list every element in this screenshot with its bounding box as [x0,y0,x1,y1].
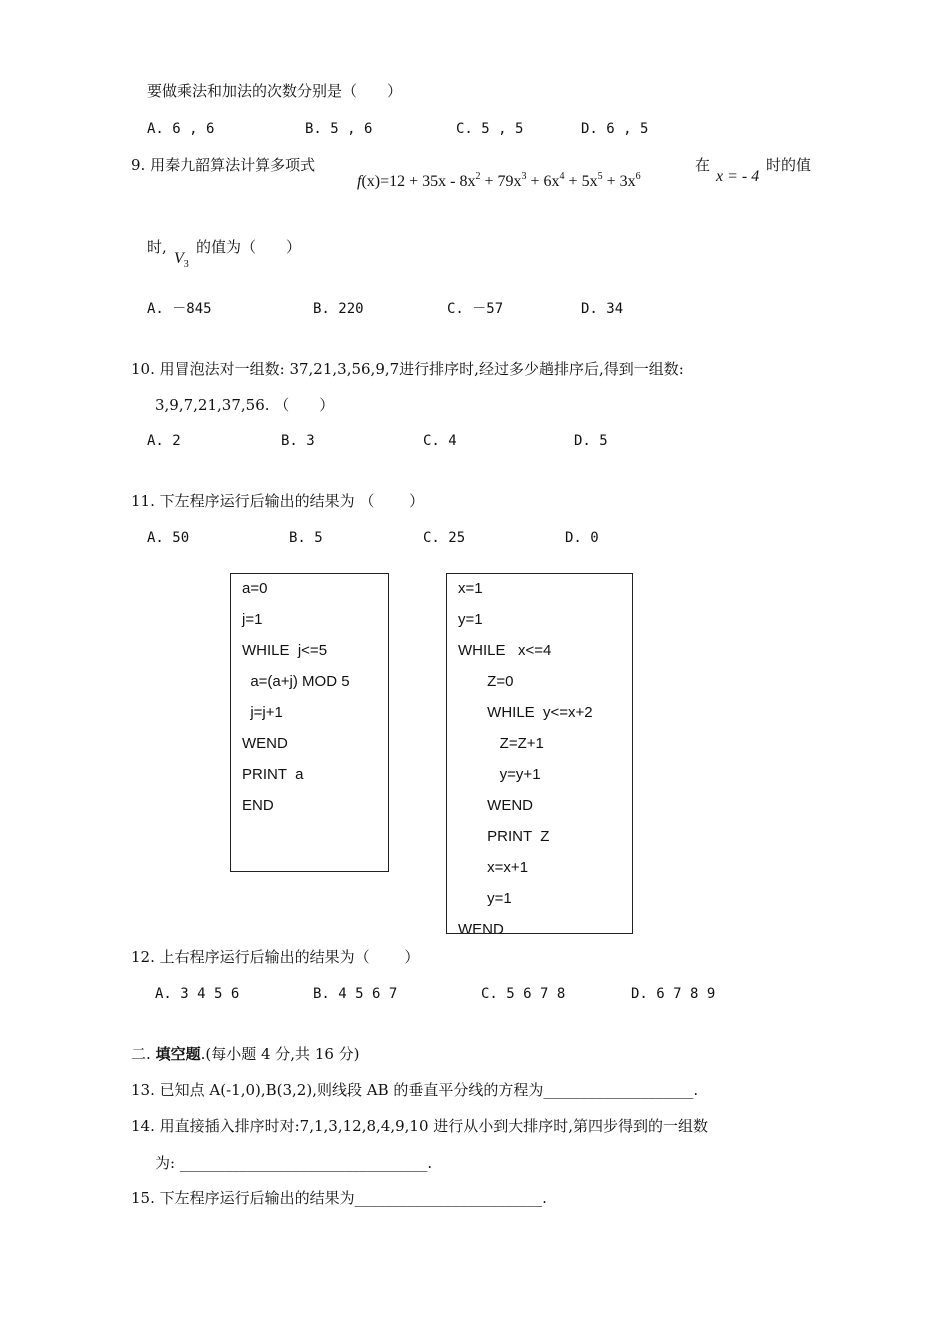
left-code-line-8: END [242,797,274,814]
q12-text: 12. 上右程序运行后输出的结果为（ ） [131,948,420,966]
q11-option-a: A. 50 [147,530,190,546]
right-code-line-6: Z=Z+1 [458,735,544,752]
q8-option-b: B. 5 , 6 [305,121,373,137]
left-code-line-2: j=1 [242,611,263,628]
q9-option-b: B. 220 [313,301,364,317]
right-code-line-3: WHILE x<=4 [458,642,552,659]
section-2-heading [131,1045,360,1063]
right-code-line-4: Z=0 [458,673,514,690]
section-2-title: 填空题 [155,1045,201,1063]
right-code-line-11: y=1 [458,890,512,907]
q14-line1: 14. 用直接插入排序时对:7,1,3,12,8,4,9,10 进行从小到大排序时,第四步得到的一组数 [131,1117,709,1135]
left-code-line-5: j=j+1 [242,704,283,721]
q10-option-b: B. 3 [281,433,315,449]
q9-v-sub: 3 [183,259,189,270]
q9-option-c: C. －57 [447,301,504,317]
q12-option-b: B. 4 5 6 7 [313,986,398,1002]
q9-v: V [174,250,184,267]
q11-option-d: D. 0 [565,530,599,546]
right-code-line-2: y=1 [458,611,483,628]
q9-option-a: A. －845 [147,301,212,317]
q14-line2: 为: _________________________________. [155,1154,433,1172]
q10-option-c: C. 4 [423,433,457,449]
q9-poly-3: + 6x [526,173,560,190]
q9-prefix: 9. 用秦九韶算法计算多项式 [131,156,316,174]
q9-tail: 时的值 [766,156,812,174]
q9-line2-post: 的值为（ ） [196,238,302,256]
left-code-line-4: a=(a+j) MOD 5 [242,673,350,690]
right-code-line-1: x=1 [458,580,483,597]
q9-exp-5: 5 [597,171,603,182]
q10-line2: 3,9,7,21,37,56. （ ） [155,396,335,414]
left-code-line-7: PRINT a [242,766,304,783]
q13-text: 13. 已知点 A(-1,0),B(3,2),则线段 AB 的垂直平分线的方程为____________________. [131,1081,699,1099]
q9-poly-5: + 3x [602,173,636,190]
q11-option-c: C. 25 [423,530,466,546]
q9-exp-2: 2 [475,171,481,182]
right-code-line-9: PRINT Z [458,828,550,845]
right-code-line-10: x=x+1 [458,859,529,876]
q9-line2-pre: 时, [147,238,167,256]
right-code-line-7: y=y+1 [458,766,541,783]
left-code-line-6: WEND [242,735,288,752]
q9-poly-4: + 5x [564,173,598,190]
left-code-line-1: a=0 [242,580,268,597]
left-program-box [230,573,389,872]
q12-option-c: C. 5 6 7 8 [481,986,566,1002]
q9-exp-4: 4 [559,171,565,182]
q9-exp-6: 6 [635,171,641,182]
q12-option-a: A. 3 4 5 6 [155,986,240,1002]
q10-option-d: D. 5 [574,433,608,449]
right-code-line-5: WHILE y<=x+2 [458,704,593,721]
q9-exp-3: 3 [521,171,527,182]
q10-option-a: A. 2 [147,433,181,449]
q8-option-a: A. 6 , 6 [147,121,215,137]
right-code-line-8: WEND [458,797,533,814]
q9-poly-1: =12 + 35x - 8x [380,173,476,190]
q8-option-c: C. 5 , 5 [456,121,524,137]
q12-option-d: D. 6 7 8 9 [631,986,716,1002]
q8-text: 要做乘法和加法的次数分别是（ ） [147,82,403,100]
q9-v3 [174,250,189,274]
right-code-line-12: WEND [458,921,504,934]
right-program-box [446,573,633,934]
q9-polynomial [357,168,641,191]
q10-text: 10. 用冒泡法对一组数: 37,21,3,56,9,7进行排序时,经过多少趟排序后,得到一组数: [131,360,684,378]
q9-f: f [357,173,362,190]
q9-fx: (x) [361,173,381,190]
q9-option-d: D. 34 [581,301,624,317]
q11-option-b: B. 5 [289,530,323,546]
q11-text: 11. 下左程序运行后输出的结果为 （ ） [131,492,425,510]
q9-x-value: x = - 4 [716,168,760,185]
left-code-line-3: WHILE j<=5 [242,642,328,659]
q9-poly-2: + 79x [480,173,522,190]
q15-text: 15. 下左程序运行后输出的结果为_________________________. [131,1189,547,1207]
q9-at: 在 [695,156,711,174]
section-2-rest: .(每小题 4 分,共 16 分) [200,1045,360,1063]
q8-option-d: D. 6 , 5 [581,121,649,137]
section-2-number: 二. [131,1045,151,1063]
